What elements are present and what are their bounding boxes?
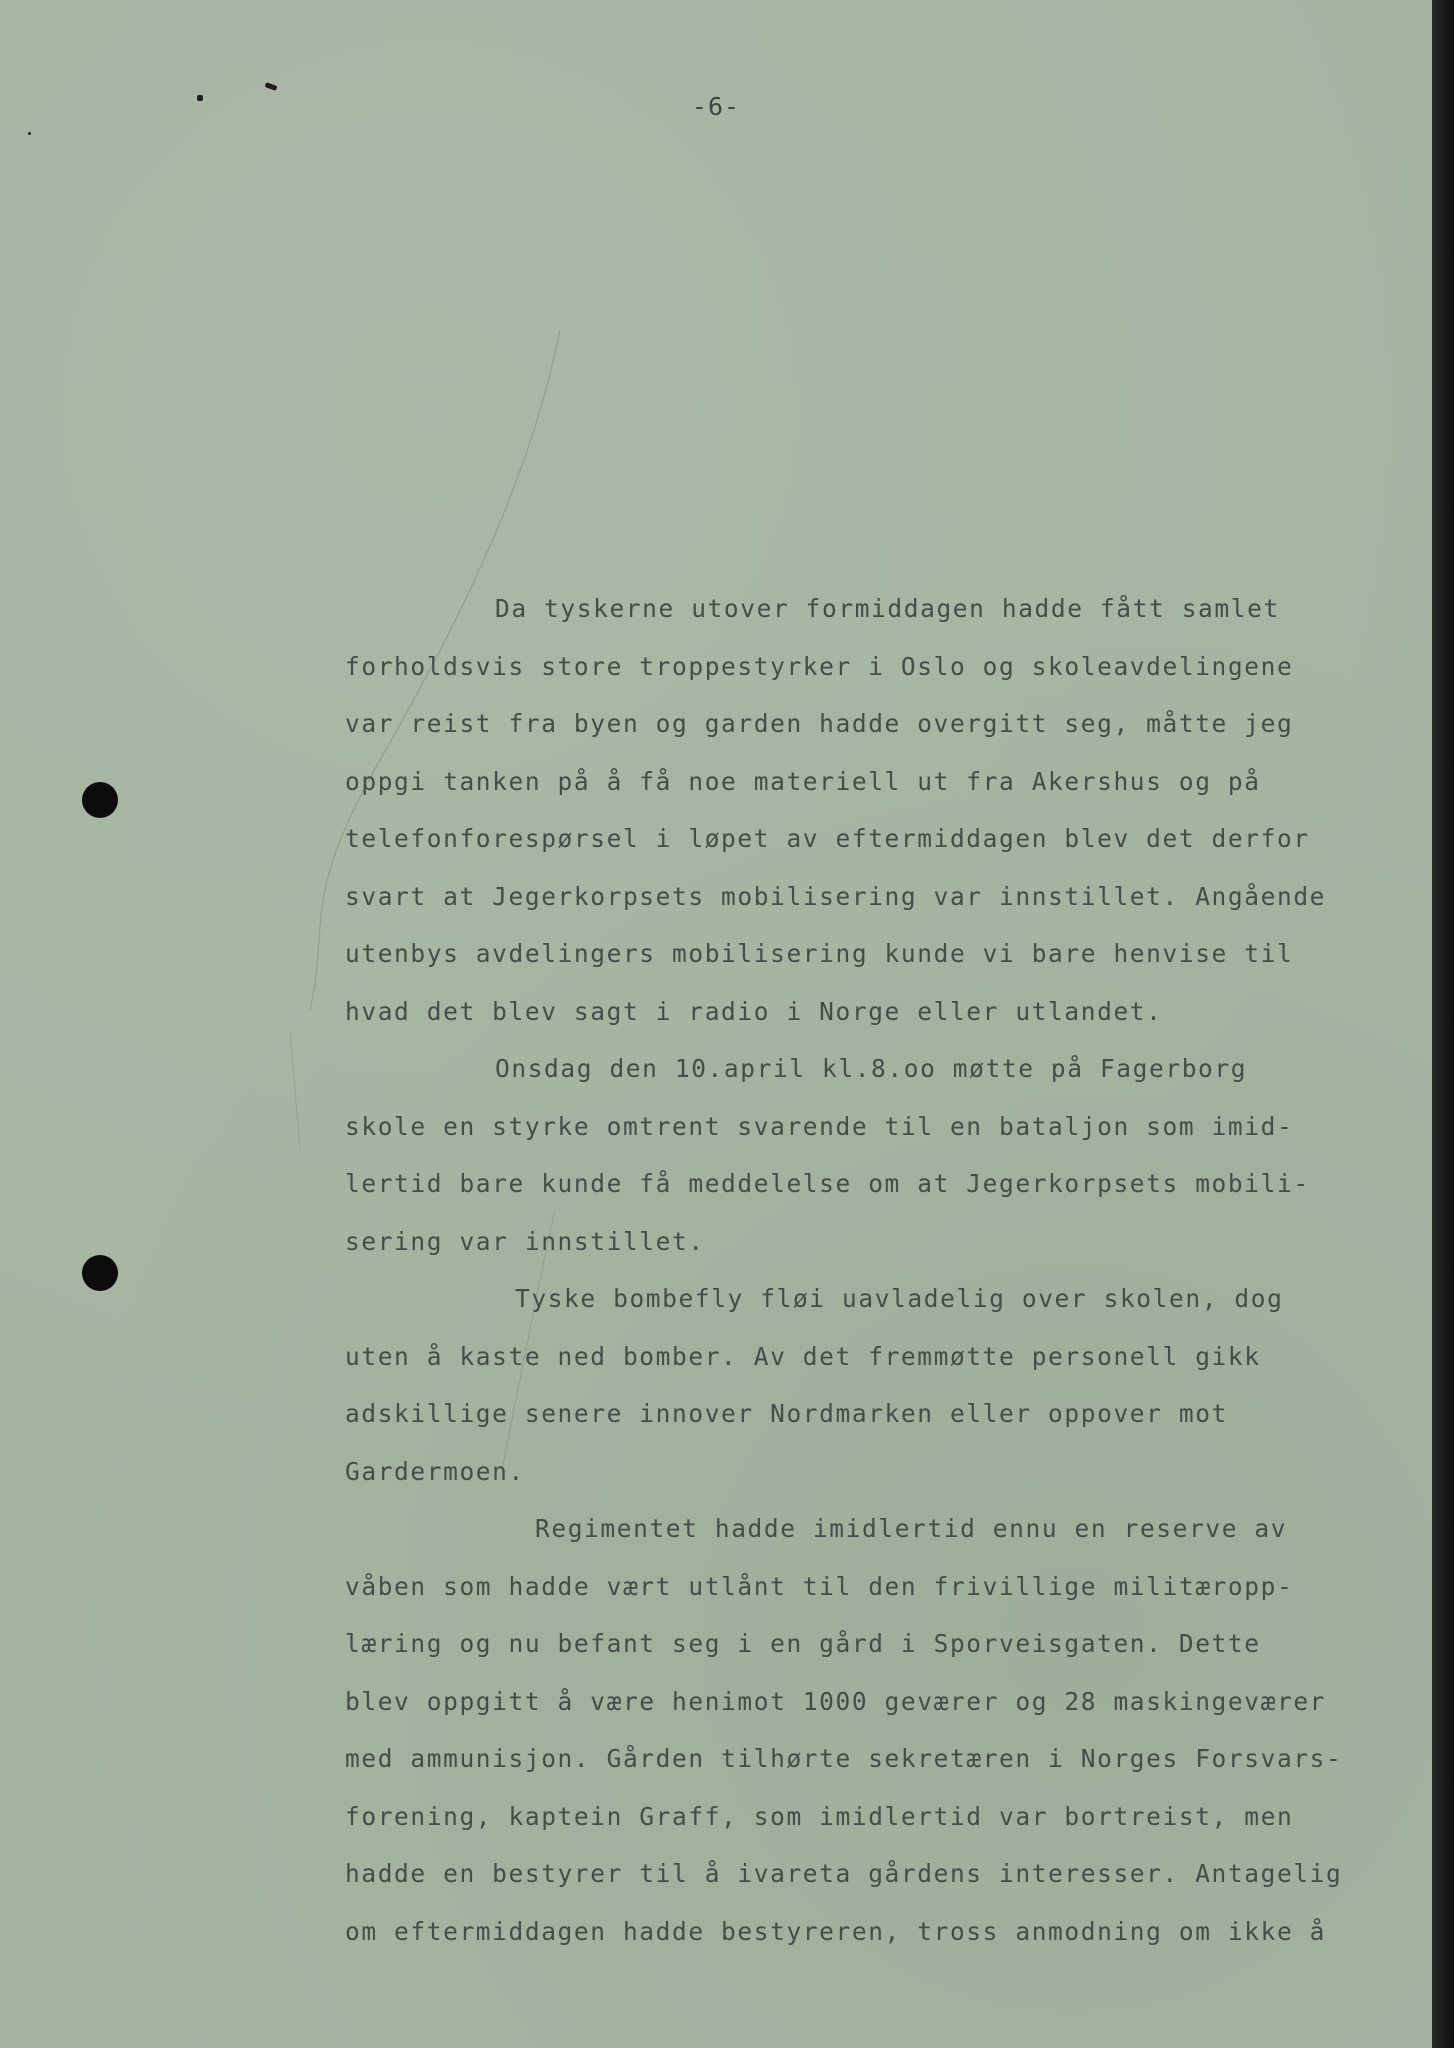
text-line: om eftermiddagen hadde bestyreren, tross anmodning om ikke å [345, 1916, 1327, 1946]
punch-hole [82, 1255, 118, 1291]
text-line: Onsdag den 10.april kl.8.oo møtte på Fagerborg [495, 1054, 1248, 1083]
text-line: hvad det blev sagt i radio i Norge eller utlandet. [345, 996, 1163, 1026]
text-line: Regimentet hadde imidlertid ennu en reserve av [535, 1514, 1288, 1543]
text-line: svart at Jegerkorpsets mobilisering var innstillet. Angående [345, 881, 1327, 911]
text-line: hadde en bestyrer til å ivareta gårdens interesser. Antagelig [345, 1859, 1343, 1888]
page-number: -6- [691, 92, 741, 121]
text-line: med ammunisjon. Gården tilhørte sekretæren i Norges Forsvars- [345, 1744, 1343, 1773]
text-line: skole en styrke omtrent svarende til en bataljon som imid- [345, 1111, 1294, 1141]
text-line: var reist fra byen og garden hadde overgitt seg, måtte jeg [345, 709, 1294, 738]
text-line: utenbys avdelingers mobilisering kunde vi bare henvise til [345, 939, 1294, 968]
punch-hole [82, 782, 118, 818]
text-line: forholdsvis store troppestyrker i Oslo og skoleavdelingene [345, 651, 1294, 681]
scan-edge [1432, 0, 1454, 2048]
text-line: Gardermoen. [345, 1456, 525, 1486]
text-line: Da tyskerne utover formiddagen hadde fått samlet [495, 594, 1280, 623]
text-line: sering var innstillet. [345, 1226, 705, 1256]
text-line: Tyske bombefly fløi uavladelig over skolen, dog [515, 1284, 1284, 1313]
typed-body-text [345, 580, 1385, 1960]
text-line: uten å kaste ned bomber. Av det fremmøtte personell gikk [345, 1341, 1261, 1371]
text-line: læring og nu befant seg i en gård i Sporveisgaten. Dette [345, 1629, 1261, 1658]
text-line: blev oppgitt å være henimot 1000 geværer og 28 maskingeværer [345, 1686, 1327, 1716]
ink-speck [28, 132, 31, 135]
ink-speck [265, 82, 278, 91]
text-line: lertid bare kunde få meddelelse om at Jegerkorpsets mobili- [345, 1169, 1310, 1198]
text-line: oppgi tanken på å få noe materiell ut fra Akershus og på [345, 766, 1261, 796]
text-line: adskillige senere innover Nordmarken eller oppover mot [345, 1399, 1228, 1428]
text-line: våben som hadde vært utlånt til den frivillige militæropp- [345, 1571, 1294, 1601]
text-line: telefonforespørsel i løpet av eftermiddagen blev det derfor [345, 824, 1310, 853]
text-line: forening, kaptein Graff, som imidlertid var bortreist, men [345, 1801, 1294, 1831]
